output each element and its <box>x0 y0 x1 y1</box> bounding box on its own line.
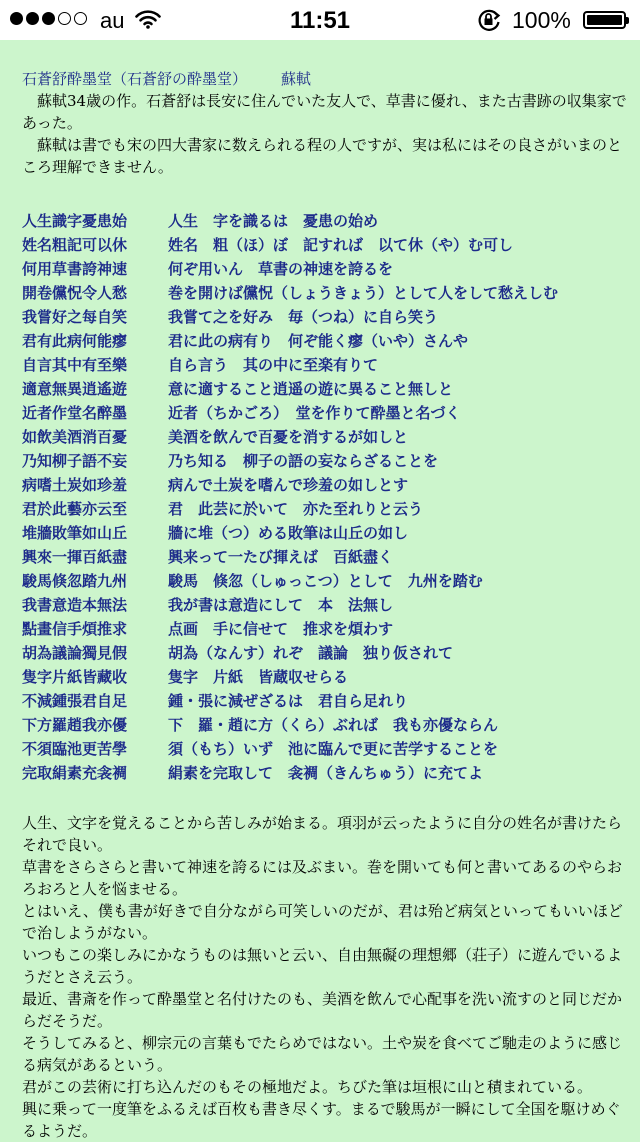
poem-line <box>22 352 630 376</box>
poem-line-reading: 駿馬 倏忽（しゅっこつ）として 九州を踏む <box>168 571 483 590</box>
translation-paragraph: 興に乗って一度筆をふるえば百枚も書き尽くす。まるで駿馬が一瞬にして全国を駆けめぐるようだ。 <box>22 1100 621 1140</box>
poem-line-original: 開卷儻怳令人愁 <box>22 283 128 302</box>
poem-line-reading: 君に此の病有り 何ぞ能く瘳（いや）さんや <box>168 331 469 350</box>
clock: 11:51 <box>289 7 351 34</box>
poem-line <box>22 616 630 640</box>
translation-paragraph: いつもこの楽しみにかなうものは無いと云い、自由無礙の理想郷（荘子）に遊んでいるようだとさえ云う。 <box>22 946 623 986</box>
poem-line-reading: 我嘗て之を好み 毎（つね）に自ら笑う <box>168 307 439 326</box>
poem-line-reading: 美酒を飲んで百憂を消するが如しと <box>168 427 409 446</box>
poem-line-original: 下方羅趙我亦優 <box>22 715 128 734</box>
translation-paragraph: 草書をさらさらと書いて神速を誇るには及ぶまい。巻を開いても何と書いてあるのやらおろおろと人を悩ませる。 <box>22 858 623 898</box>
poem-line-original: 如飲美酒消百憂 <box>22 427 128 446</box>
poem-line <box>22 568 630 592</box>
poem-line <box>22 376 630 400</box>
poem-line <box>22 280 630 304</box>
rotation-lock-icon <box>477 9 501 36</box>
poem-line-reading: 下 羅・趙に方（くら）ぶれば 我も亦優ならん <box>168 715 499 734</box>
poem-line <box>22 760 630 784</box>
poem-line-reading: 近者（ちかごろ） 堂を作りて酔墨と名づく <box>168 403 461 422</box>
poem-line-reading: 意に適すること逍遥の遊に異ること無しと <box>168 379 454 398</box>
carrier-name: au <box>100 8 125 33</box>
poem-line-original: 不減鍾張君自足 <box>22 691 128 710</box>
poem-line-original: 姓名粗記可以休 <box>22 235 128 254</box>
status-bar <box>0 0 640 40</box>
battery-percent: 100% <box>512 7 571 33</box>
poem-line-reading: 須（もち）いず 池に臨んで更に苦学することを <box>168 739 499 758</box>
translation-paragraph: 最近、書斎を作って酔墨堂と名付けたのも、美酒を飲んで心配事を洗い流すのと同じだからだそうだ。 <box>22 990 623 1030</box>
poem-line <box>22 472 630 496</box>
poem-line-reading: 自ら言う 其の中に至楽有りて <box>168 355 379 374</box>
poem-line-original: 完取絹素充衾裯 <box>22 763 128 782</box>
poem-line-reading: 人生 字を識るは 憂患の始め <box>168 211 379 230</box>
poem-line <box>22 232 630 256</box>
translation-paragraph: 君がこの芸術に打ち込んだのもその極地だよ。ちびた筆は垣根に山と積まれている。 <box>22 1078 593 1096</box>
article <box>22 68 630 1142</box>
intro-paragraph: 蘇軾は書でも宋の四大書家に数えられる程の人ですが、実は私にはその良さがいまのところ理解できません。 <box>22 136 623 176</box>
poem-line-original: 駿馬倏忽踏九州 <box>22 571 128 590</box>
poem-line-original: 何用草書誇神速 <box>22 259 128 278</box>
poem-line <box>22 544 630 568</box>
translation-paragraph: 人生、文字を覚えることから苦しみが始まる。項羽が云ったように自分の姓名が書けたらそれで良い。 <box>22 814 623 854</box>
poem-line-reading: 姓名 粗（ほ）ぼ 記すれば 以て休（や）む可し <box>168 235 514 254</box>
poem-line-original: 堆牆敗筆如山丘 <box>22 523 128 542</box>
battery-nub <box>626 17 629 24</box>
poem-line-original: 近者作堂名醉墨 <box>22 403 128 422</box>
poem-line-original: 人生識字憂患始 <box>22 211 128 230</box>
poem-line <box>22 400 630 424</box>
poem-line <box>22 664 630 688</box>
translation-paragraph: そうしてみると、柳宗元の言葉もでたらめではない。土や炭を食べてご馳走のように感じる病気があるという。 <box>22 1034 623 1074</box>
poem-line-original: 適意無異逍遙遊 <box>22 379 128 398</box>
poem-line-reading: 興来って一たび揮えば 百紙盡く <box>168 547 394 566</box>
intro-paragraph: 蘇軾34歳の作。石蒼舒は長安に住んでいた友人で、草書に優れ、また古書跡の収集家であった。 <box>22 92 627 132</box>
poem-line-reading: 病んで土炭を嗜んで珍羞の如しとす <box>168 475 409 494</box>
battery-fill <box>587 15 622 25</box>
poem-line-reading: 牆に堆（つ）める敗筆は山丘の如し <box>168 523 409 542</box>
poem-line-reading: 巻を開けば儻怳（しょうきょう）として人をして愁えしむ <box>168 283 559 302</box>
intro <box>22 90 630 178</box>
poem-line-reading: 隻字 片紙 皆蔵収せらる <box>168 667 349 686</box>
poem-line <box>22 496 630 520</box>
poem-line <box>22 424 630 448</box>
poem-line <box>22 208 630 232</box>
poem-line-original: 隻字片紙皆藏收 <box>22 667 128 686</box>
battery-icon <box>583 11 626 29</box>
poem-line-reading: 鍾・張に減ぜざるは 君自ら足れり <box>168 691 409 710</box>
poem-line-reading: 乃ち知る 柳子の語の妄ならざることを <box>168 451 439 470</box>
poem-line-original: 君於此藝亦云至 <box>22 499 128 518</box>
poem-line <box>22 736 630 760</box>
poem-line-reading: 我が書は意造にして 本 法無し <box>168 595 394 614</box>
poem-line-reading: 点画 手に信せて 推求を煩わす <box>168 619 394 638</box>
poem-line-reading: 胡為（なんす）れぞ 議論 独り仮されて <box>168 643 454 662</box>
poem-line <box>22 304 630 328</box>
poem-line <box>22 520 630 544</box>
poem-line <box>22 592 630 616</box>
poem-line <box>22 256 630 280</box>
poem-line-original: 我書意造本無法 <box>22 595 128 614</box>
poem-line-original: 胡為議論獨見假 <box>22 643 128 662</box>
poem-line-original: 興來一揮百紙盡 <box>22 547 128 566</box>
poem-line-original: 君有此病何能瘳 <box>22 331 128 350</box>
poem-line-original: 不須臨池更苦學 <box>22 739 128 758</box>
poem-line-original: 乃知柳子語不妄 <box>22 451 128 470</box>
poem-table <box>22 208 630 784</box>
article-title <box>22 68 630 90</box>
poem-line <box>22 640 630 664</box>
poem-line-original: 我嘗好之每自笑 <box>22 307 128 326</box>
poem-line-reading: 絹素を完取して 衾裯（きんちゅう）に充てよ <box>168 763 484 782</box>
poem-line-original: 病嗜土炭如珍羞 <box>22 475 128 494</box>
poem-author: 蘇軾 <box>281 70 312 88</box>
poem-line-original: 自言其中有至樂 <box>22 355 128 374</box>
poem-line-original: 點畫信手煩推求 <box>22 619 128 638</box>
poem-line <box>22 448 630 472</box>
poem-line <box>22 688 630 712</box>
translation <box>22 812 630 1142</box>
poem-line-reading: 君 此芸に於いて 亦た至れりと云う <box>168 499 424 518</box>
poem-line <box>22 328 630 352</box>
poem-line-reading: 何ぞ用いん 草書の神速を誇るを <box>168 259 394 278</box>
poem-title: 石蒼舒酔墨堂（石蒼舒の酔墨堂） <box>22 70 248 88</box>
translation-paragraph: とはいえ、僕も書が好きで自分ながら可笑しいのだが、君は殆ど病気といってもいいほどで治しようがない。 <box>22 902 623 942</box>
poem-line <box>22 712 630 736</box>
